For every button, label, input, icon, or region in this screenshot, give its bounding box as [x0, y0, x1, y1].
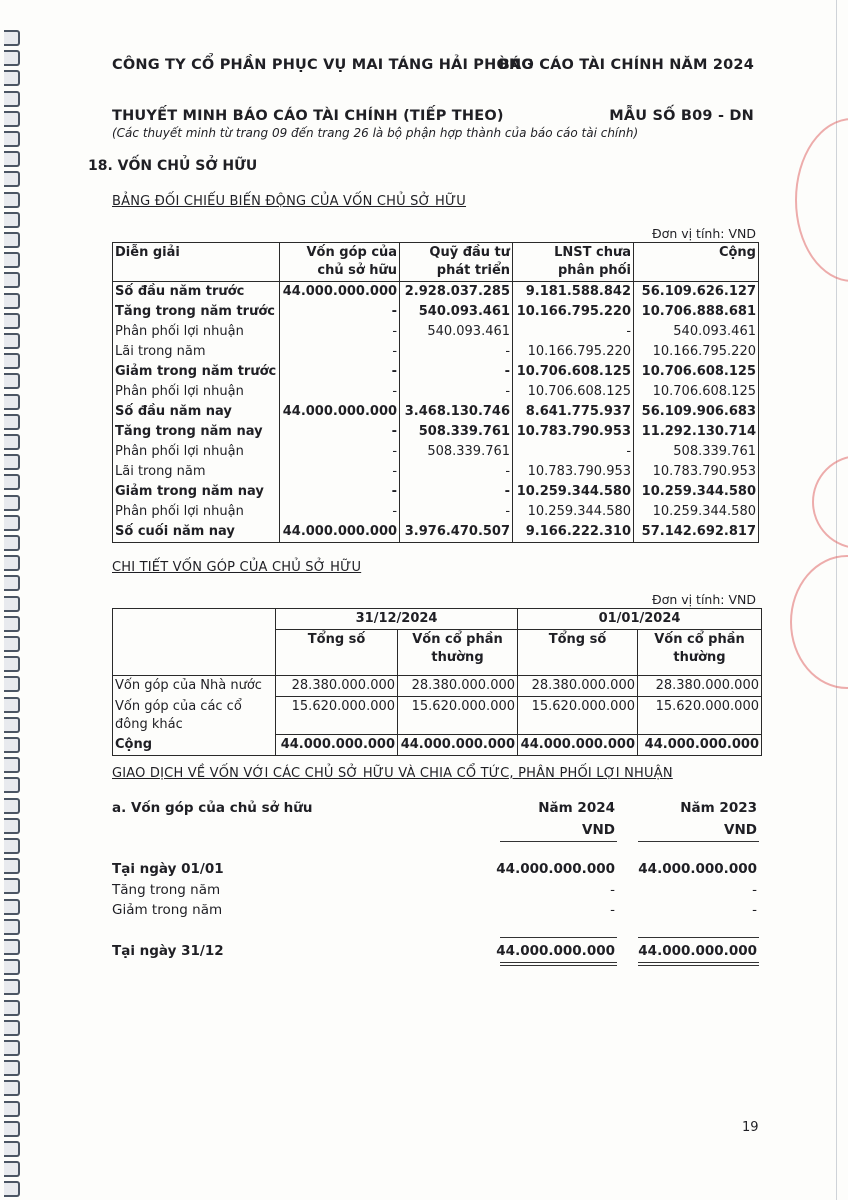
form-number: MẪU SỐ B09 - DN [609, 108, 754, 124]
binding-ring [4, 838, 20, 854]
increase-2024: - [610, 882, 615, 898]
total-cell: 44.000.000.000 [398, 735, 518, 756]
cell: - [280, 462, 400, 482]
row-label: Giảm trong năm trước [113, 362, 280, 382]
binding-ring [4, 818, 20, 834]
cell: 10.259.344.580 [513, 502, 634, 522]
row-label: Số đầu năm nay [113, 402, 280, 422]
table-row [113, 302, 759, 322]
cell: 44.000.000.000 [280, 282, 400, 303]
binding-ring [4, 656, 20, 672]
total-cell: 44.000.000.000 [638, 735, 762, 756]
cell: 508.339.761 [634, 442, 759, 462]
binding-ring [4, 878, 20, 894]
binding-ring [4, 272, 20, 288]
cell: 540.093.461 [400, 302, 513, 322]
binding-ring [4, 596, 20, 612]
binding-ring [4, 394, 20, 410]
table-row [113, 382, 759, 402]
binding-ring [4, 1121, 20, 1137]
cell: - [280, 482, 400, 502]
row-label: Vốn góp của Nhà nước [113, 676, 276, 697]
binding-ring [4, 757, 20, 773]
binding-ring [4, 515, 20, 531]
cell: - [513, 322, 634, 342]
header-owner-capital: Vốn góp của chủ sở hữu [280, 243, 400, 282]
binding-ring [4, 697, 20, 713]
binding-ring [4, 979, 20, 995]
cell: - [280, 362, 400, 382]
cell: 540.093.461 [634, 322, 759, 342]
divider [638, 937, 759, 938]
cell: 9.181.588.842 [513, 282, 634, 303]
binding-ring [4, 1080, 20, 1096]
header-common-1: Vốn cổ phần thường [398, 630, 518, 676]
cell: 10.166.795.220 [634, 342, 759, 362]
cell: 28.380.000.000 [518, 676, 638, 697]
binding-ring [4, 474, 20, 490]
cell: 8.641.775.937 [513, 402, 634, 422]
cell: 44.000.000.000 [280, 522, 400, 543]
cell: 56.109.906.683 [634, 402, 759, 422]
binding-ring [4, 676, 20, 692]
row-label: Phân phối lợi nhuận [113, 382, 280, 402]
cell: 10.706.608.125 [513, 382, 634, 402]
decrease-2024: - [610, 902, 615, 918]
cell: - [400, 362, 513, 382]
table-row [113, 342, 759, 362]
cell: - [400, 462, 513, 482]
capital-detail-table [112, 608, 762, 756]
cell: 10.706.888.681 [634, 302, 759, 322]
binding-ring [4, 30, 20, 46]
binding-ring [4, 959, 20, 975]
binding-ring [4, 111, 20, 127]
binding-ring [4, 1161, 20, 1177]
owner-capital-subtitle: a. Vốn góp của chủ sở hữu [112, 800, 313, 816]
binding-ring [4, 353, 20, 369]
binding-ring [4, 1101, 20, 1117]
row-label: Tăng trong năm nay [113, 422, 280, 442]
binding-ring [4, 293, 20, 309]
double-underline [638, 965, 759, 966]
increase-2023: - [752, 882, 757, 898]
header-total-1: Tổng số [276, 630, 398, 676]
currency-1: VND [582, 822, 615, 838]
row-label: Giảm trong năm nay [113, 482, 280, 502]
cell: 3.468.130.746 [400, 402, 513, 422]
table-row [113, 522, 759, 543]
header-retained-earnings: LNST chưa phân phối [513, 243, 634, 282]
cell: 15.620.000.000 [398, 697, 518, 735]
cell: 28.380.000.000 [638, 676, 762, 697]
binding-ring [4, 899, 20, 915]
row-label: Phân phối lợi nhuận [113, 322, 280, 342]
binding-ring [4, 70, 20, 86]
binding-ring [4, 91, 20, 107]
binding-ring [4, 192, 20, 208]
double-underline [500, 965, 617, 966]
binding-ring [4, 777, 20, 793]
row-label: Số cuối năm nay [113, 522, 280, 543]
table-row [113, 442, 759, 462]
binding-ring [4, 333, 20, 349]
cell: 11.292.130.714 [634, 422, 759, 442]
notes-subtitle: (Các thuyết minh từ trang 09 đến trang 26 là bộ phận hợp thành của báo cáo tài chính) [112, 126, 639, 140]
binding-ring [4, 151, 20, 167]
cell: - [513, 442, 634, 462]
binding-ring [4, 919, 20, 935]
red-stamp [795, 118, 848, 282]
divider [500, 937, 617, 938]
table-row [113, 482, 759, 502]
spiral-binding [0, 0, 24, 1200]
binding-ring [4, 171, 20, 187]
currency-2: VND [724, 822, 757, 838]
capital-detail-title: CHI TIẾT VỐN GÓP CỦA CHỦ SỞ HỮU [112, 560, 362, 575]
binding-ring [4, 495, 20, 511]
divider [638, 841, 759, 842]
cell: 28.380.000.000 [398, 676, 518, 697]
red-stamp [790, 555, 848, 689]
cell: - [400, 382, 513, 402]
row-label: Phân phối lợi nhuận [113, 442, 280, 462]
opening-2023: 44.000.000.000 [638, 861, 757, 877]
divider [500, 841, 617, 842]
cell: 57.142.692.817 [634, 522, 759, 543]
binding-ring [4, 313, 20, 329]
cell: 10.166.795.220 [513, 302, 634, 322]
header-total: Cộng [634, 243, 759, 282]
decrease-2023: - [752, 902, 757, 918]
row-label: Vốn góp của các cổ đông khác [113, 697, 276, 735]
cell: - [280, 302, 400, 322]
cell: - [280, 442, 400, 462]
binding-ring [4, 717, 20, 733]
red-stamp [812, 455, 848, 549]
binding-ring [4, 1141, 20, 1157]
row-label: Lãi trong năm [113, 462, 280, 482]
binding-ring [4, 535, 20, 551]
opening-2024: 44.000.000.000 [496, 861, 615, 877]
table-row [113, 402, 759, 422]
closing-label: Tại ngày 31/12 [112, 943, 224, 959]
table-row [113, 282, 759, 303]
binding-ring [4, 212, 20, 228]
table-row [113, 362, 759, 382]
header-empty [113, 609, 276, 676]
cell: 540.093.461 [400, 322, 513, 342]
cell: 44.000.000.000 [280, 402, 400, 422]
binding-ring [4, 798, 20, 814]
cell: 10.783.790.953 [513, 422, 634, 442]
company-name: CÔNG TY CỔ PHẦN PHỤC VỤ MAI TÁNG HẢI PHÒNG [112, 57, 534, 73]
cell: - [280, 382, 400, 402]
cell: 10.259.344.580 [634, 482, 759, 502]
year-2023-label: Năm 2023 [680, 800, 757, 816]
header-common-2: Vốn cổ phần thường [638, 630, 762, 676]
page-number: 19 [742, 1120, 759, 1135]
binding-ring [4, 131, 20, 147]
cell: 2.928.037.285 [400, 282, 513, 303]
transactions-title: GIAO DỊCH VỀ VỐN VỚI CÁC CHỦ SỞ HỮU VÀ CHIA CỔ TỨC, PHÂN PHỐI LỢI NHUẬN [112, 766, 673, 781]
binding-ring [4, 555, 20, 571]
cell: 15.620.000.000 [638, 697, 762, 735]
binding-ring [4, 1040, 20, 1056]
opening-label: Tại ngày 01/01 [112, 861, 224, 877]
cell: - [400, 342, 513, 362]
binding-ring [4, 575, 20, 591]
header-date-2024: 31/12/2024 [276, 609, 518, 630]
unit-label-2: Đơn vị tính: VND [651, 592, 756, 607]
binding-ring [4, 616, 20, 632]
cell: 10.706.608.125 [634, 362, 759, 382]
total-cell: 44.000.000.000 [276, 735, 398, 756]
table-row [113, 322, 759, 342]
row-label: Số đầu năm trước [113, 282, 280, 303]
cell: - [400, 482, 513, 502]
binding-ring [4, 1181, 20, 1197]
year-2024-label: Năm 2024 [538, 800, 615, 816]
cell: 10.783.790.953 [513, 462, 634, 482]
double-underline [500, 962, 617, 963]
cell: 10.166.795.220 [513, 342, 634, 362]
cell: 28.380.000.000 [276, 676, 398, 697]
binding-ring [4, 454, 20, 470]
binding-ring [4, 1020, 20, 1036]
cell: 508.339.761 [400, 442, 513, 462]
cell: 56.109.626.127 [634, 282, 759, 303]
header-date-2024-open: 01/01/2024 [518, 609, 762, 630]
binding-ring [4, 1060, 20, 1076]
cell: 10.259.344.580 [634, 502, 759, 522]
cell: - [280, 502, 400, 522]
closing-2023: 44.000.000.000 [638, 943, 757, 959]
row-label: Lãi trong năm [113, 342, 280, 362]
binding-ring [4, 1000, 20, 1016]
cell: - [400, 502, 513, 522]
binding-ring [4, 434, 20, 450]
header-total-2: Tổng số [518, 630, 638, 676]
binding-ring [4, 414, 20, 430]
binding-ring [4, 50, 20, 66]
binding-ring [4, 232, 20, 248]
section-title: 18. VỐN CHỦ SỞ HỮU [88, 158, 258, 174]
cell: 10.259.344.580 [513, 482, 634, 502]
double-underline [638, 962, 759, 963]
cell: - [280, 342, 400, 362]
total-label: Cộng [113, 735, 276, 756]
binding-ring [4, 939, 20, 955]
cell: 508.339.761 [400, 422, 513, 442]
cell: - [280, 322, 400, 342]
cell: 10.706.608.125 [634, 382, 759, 402]
report-title: BÁO CÁO TÀI CHÍNH NĂM 2024 [498, 57, 754, 73]
header-development-fund: Quỹ đầu tư phát triển [400, 243, 513, 282]
binding-ring [4, 252, 20, 268]
binding-ring [4, 373, 20, 389]
cell: 10.706.608.125 [513, 362, 634, 382]
binding-ring [4, 858, 20, 874]
decrease-label: Giảm trong năm [112, 902, 223, 918]
table-row [113, 502, 759, 522]
binding-ring [4, 636, 20, 652]
reconciliation-title: BẢNG ĐỐI CHIẾU BIẾN ĐỘNG CỦA VỐN CHỦ SỞ HỮU [112, 194, 467, 209]
row-label: Phân phối lợi nhuận [113, 502, 280, 522]
cell: 3.976.470.507 [400, 522, 513, 543]
cell: 10.783.790.953 [634, 462, 759, 482]
row-label: Tăng trong năm trước [113, 302, 280, 322]
binding-ring [4, 737, 20, 753]
equity-reconciliation-table [112, 242, 759, 543]
unit-label: Đơn vị tính: VND [651, 226, 756, 241]
table-row [113, 422, 759, 442]
cell: - [280, 422, 400, 442]
cell: 9.166.222.310 [513, 522, 634, 543]
cell: 15.620.000.000 [276, 697, 398, 735]
total-cell: 44.000.000.000 [518, 735, 638, 756]
notes-title: THUYẾT MINH BÁO CÁO TÀI CHÍNH (TIẾP THEO) [112, 108, 504, 124]
table-row [113, 462, 759, 482]
closing-2024: 44.000.000.000 [496, 943, 615, 959]
increase-label: Tăng trong năm [112, 882, 221, 898]
cell: 15.620.000.000 [518, 697, 638, 735]
header-description: Diễn giải [113, 243, 280, 282]
